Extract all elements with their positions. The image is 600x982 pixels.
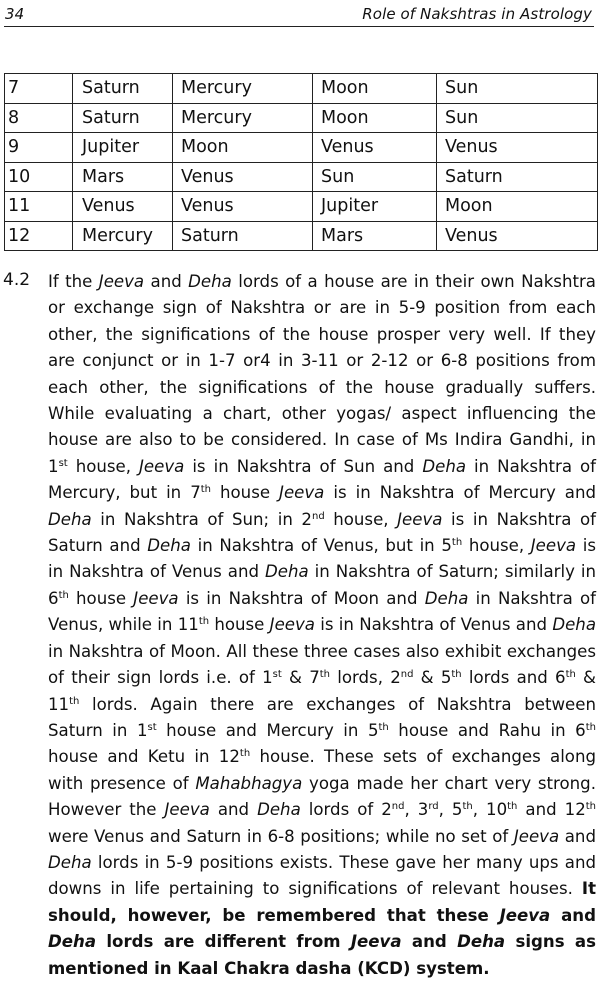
text-run: and xyxy=(209,800,258,820)
text-run: is in Nakshtra of Sun and xyxy=(184,456,423,476)
text-run: & 11 xyxy=(48,668,596,714)
text-run: lords of 2 xyxy=(300,800,392,820)
lord-cell: Mercury xyxy=(173,74,313,104)
text-run: house xyxy=(209,615,270,635)
text-run: lords and 6 xyxy=(461,668,566,688)
lord-cell: Mars xyxy=(73,162,173,192)
lord-cell: Venus xyxy=(73,192,173,222)
text-run: Deha xyxy=(147,536,191,556)
lord-cell: Mars xyxy=(313,221,437,251)
ordinal-suffix: rd xyxy=(428,801,439,813)
lord-cell: Moon xyxy=(313,103,437,133)
ordinal-suffix: th xyxy=(200,484,212,496)
text-run: Deha xyxy=(188,272,232,291)
text-run: in Nakshtra of Venus, but in 5 xyxy=(190,536,452,556)
ordinal-suffix: st xyxy=(147,721,157,733)
text-run: Deha xyxy=(422,456,467,476)
text-run: house and Ketu in 12 xyxy=(48,747,240,767)
lord-cell: Saturn xyxy=(173,221,313,251)
lord-cell: Mercury xyxy=(73,221,173,251)
lord-cell: Sun xyxy=(437,103,598,133)
text-run: is in Nakshtra of Moon and xyxy=(178,588,425,608)
text-run: were Venus and Saturn in 6-8 positions; while no set of xyxy=(48,826,514,846)
text-run: house, xyxy=(324,509,398,529)
text-run: Deha xyxy=(257,800,301,820)
text-run: in Nakshtra of Moon. All these three cases also exhibit exchanges of their sign lords i.e. of 1 xyxy=(48,641,596,688)
table-row xyxy=(5,162,598,192)
text-run: house xyxy=(211,483,280,503)
running-title: Role of Nakshtras in Astrology xyxy=(362,5,592,23)
text-run: house, xyxy=(67,456,140,476)
table-row xyxy=(5,221,598,251)
paragraph-number: 4.2 xyxy=(3,270,31,290)
lord-cell: Moon xyxy=(313,74,437,104)
text-run: Deha xyxy=(48,932,97,952)
text-run: is in Nakshtra of Mercury and xyxy=(324,483,596,503)
text-run: in Nakshtra of Saturn; similarly in 6 xyxy=(48,562,597,608)
text-run: & 5 xyxy=(413,668,452,688)
text-run: Jeeva xyxy=(350,932,402,952)
ordinal-suffix: th xyxy=(451,669,462,681)
text-run: and xyxy=(559,826,596,846)
lord-cell: Jupiter xyxy=(73,133,173,163)
house-number-cell: 12 xyxy=(5,221,73,251)
ordinal-suffix: st xyxy=(272,669,282,681)
ordinal-suffix: th xyxy=(462,801,473,813)
lord-cell: Jupiter xyxy=(313,192,437,222)
text-run: Jeeva xyxy=(513,826,560,846)
text-run: Deha xyxy=(264,562,309,582)
text-run: house and Rahu in 6 xyxy=(388,720,586,740)
text-run: Jeeva xyxy=(499,905,551,925)
ordinal-suffix: st xyxy=(58,457,68,469)
table-row xyxy=(5,133,598,163)
text-run: If the xyxy=(48,272,99,291)
ordinal-suffix: th xyxy=(198,616,210,628)
ordinal-suffix: th xyxy=(319,669,331,681)
lord-cell: Venus xyxy=(173,192,313,222)
page-number: 34 xyxy=(5,5,25,23)
text-run: is in Nakshtra of Venus and xyxy=(314,615,553,635)
text-run: Mahabhagya xyxy=(195,773,303,793)
text-run: Deha xyxy=(48,509,92,529)
house-number-cell: 8 xyxy=(5,103,73,133)
ordinal-suffix: nd xyxy=(311,510,325,522)
text-run: Jeeva xyxy=(279,483,325,503)
text-run: house xyxy=(68,588,134,608)
text-run: Deha xyxy=(424,588,469,608)
text-run: lords, 2 xyxy=(330,668,401,688)
text-run: , 5 xyxy=(438,800,463,820)
table-body xyxy=(5,74,598,251)
paragraph-text xyxy=(48,269,596,982)
text-run: lords of a house are in their own Nakshtra or exchange sign of Nakshtra or are in 5-9 position from each other, the significations of the house prosper very well. If they are conjunct or in 1-7 or4 in 3-11 or 2-12 or 6-8 positions from each other, the significations of the house gradually suffers. While evaluating a chart, other yogas/ aspect influencing the house are also to be considered. In case of Ms Indira Gandhi, in 1 xyxy=(48,272,596,476)
text-run: in Nakshtra of Sun; in 2 xyxy=(91,509,312,529)
ordinal-suffix: nd xyxy=(391,801,405,813)
text-run: lords in 5-9 positions exists. These gave her many ups and downs in life pertaining to significations of relevant houses. xyxy=(48,852,596,899)
ordinal-suffix: th xyxy=(585,721,596,733)
text-run: Deha xyxy=(48,852,92,872)
ordinal-suffix: nd xyxy=(400,669,414,681)
table-row xyxy=(5,74,598,104)
lord-cell: Venus xyxy=(437,133,598,163)
text-run: & 7 xyxy=(281,668,320,688)
ordinal-suffix: th xyxy=(585,801,597,813)
text-run: and xyxy=(401,932,458,952)
text-run: house. These sets of exchanges along with presence of xyxy=(48,747,597,793)
text-run: Deha xyxy=(457,932,506,952)
lord-cell: Sun xyxy=(437,74,598,104)
text-run: Jeeva xyxy=(397,509,443,529)
text-run: house and Mercury in 5 xyxy=(156,720,379,740)
lord-cell: Venus xyxy=(437,221,598,251)
ordinal-suffix: th xyxy=(239,748,251,760)
text-run: It should, however, be remembered that these xyxy=(48,879,596,925)
text-run: Jeeva xyxy=(133,588,179,608)
lord-cell: Moon xyxy=(173,133,313,163)
lord-cell: Saturn xyxy=(73,74,173,104)
ordinal-suffix: th xyxy=(69,695,80,707)
house-number-cell: 11 xyxy=(5,192,73,222)
text-run: , 3 xyxy=(404,800,429,820)
text-run: Jeeva xyxy=(98,272,145,291)
lord-cell: Sun xyxy=(313,162,437,192)
text-run: , 10 xyxy=(472,800,508,820)
ordinal-suffix: th xyxy=(378,721,389,733)
text-run: in Nakshtra of Mercury, but in 7 xyxy=(48,456,596,503)
lord-cell: Saturn xyxy=(73,103,173,133)
lord-cell: Venus xyxy=(313,133,437,163)
lord-cell: Mercury xyxy=(173,103,313,133)
text-run: Jeeva xyxy=(139,456,185,476)
text-run: Jeeva xyxy=(164,800,210,820)
text-run: Jeeva xyxy=(269,615,315,635)
text-run: and 12 xyxy=(517,800,586,820)
lord-cell: Saturn xyxy=(437,162,598,192)
text-run: lords. Again there are exchanges of Nakshtra between Saturn in 1 xyxy=(48,694,596,740)
house-lords-table xyxy=(4,73,598,251)
house-number-cell: 10 xyxy=(5,162,73,192)
text-run: is in Nakshtra of Venus and xyxy=(48,536,596,582)
table-row xyxy=(5,192,598,222)
ordinal-suffix: th xyxy=(58,589,69,601)
text-run: and xyxy=(144,272,189,291)
text-run: house, xyxy=(462,536,531,556)
ordinal-suffix: th xyxy=(507,801,518,813)
text-run: Jeeva xyxy=(530,536,577,556)
text-run: Deha xyxy=(552,615,596,635)
lord-cell: Venus xyxy=(173,162,313,192)
text-run: in Nakshtra of Venus, while in 11 xyxy=(48,588,597,635)
ordinal-suffix: th xyxy=(451,537,463,549)
page-header xyxy=(4,2,594,27)
text-run: and xyxy=(550,905,596,925)
lord-cell: Moon xyxy=(437,192,598,222)
text-run: yoga made her chart very strong. However the xyxy=(48,773,596,820)
text-run: is in Nakshtra of Saturn and xyxy=(48,509,597,556)
text-run: signs as mentioned in Kaal Chakra dasha (KCD) system. xyxy=(48,932,596,978)
ordinal-suffix: th xyxy=(565,669,576,681)
text-run: lords are different from xyxy=(96,932,351,952)
house-number-cell: 9 xyxy=(5,133,73,163)
table-row xyxy=(5,103,598,133)
house-number-cell: 7 xyxy=(5,74,73,104)
